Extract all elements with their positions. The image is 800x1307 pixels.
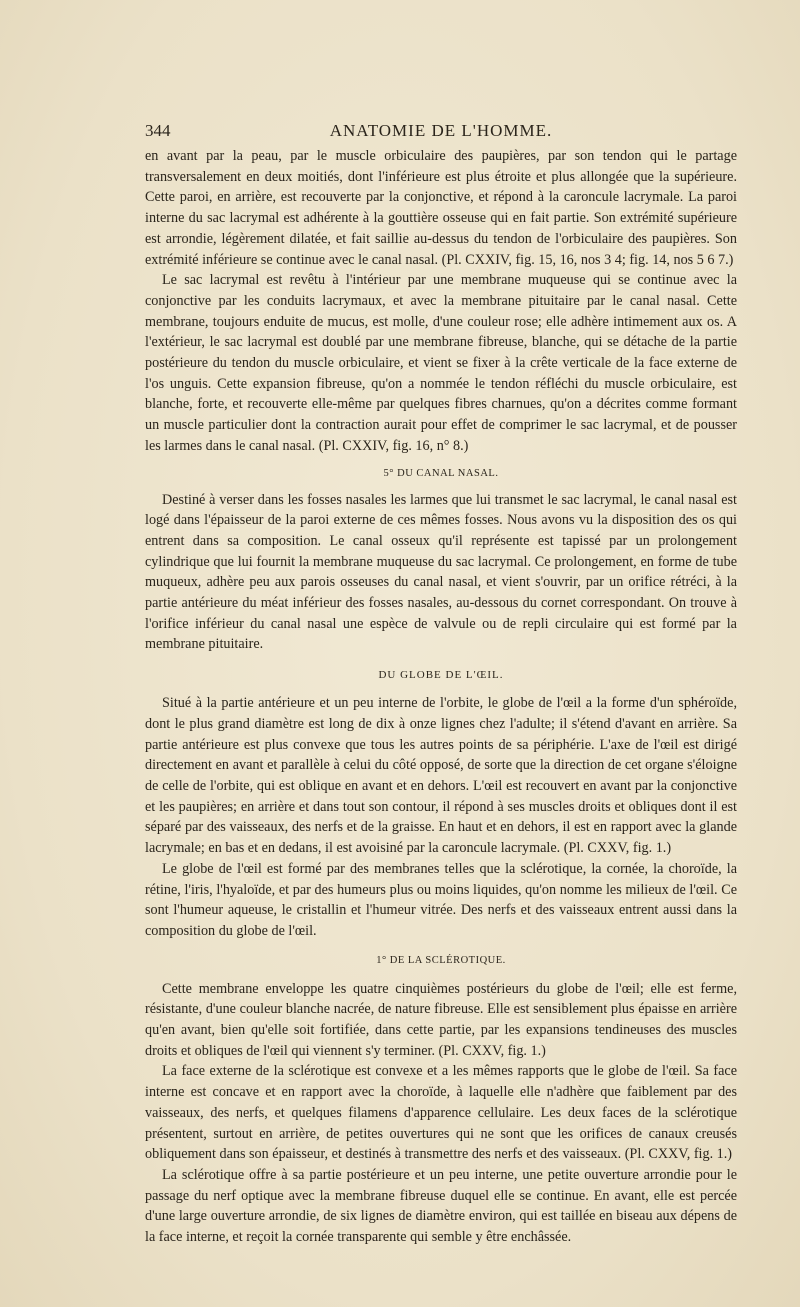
section-heading-sclerotique: 1° DE LA SCLÉROTIQUE. — [376, 954, 506, 966]
section-heading-canal-nasal: 5° DU CANAL NASAL. — [383, 467, 499, 479]
paragraph-2: Le sac lacrymal est revêtu à l'intérieur par une membrane muqueuse qui se continue avec la conjonctive par les conduits lacrymaux, et avec la membrane pituitaire par le canal nasal. Cette membrane, toujours enduite de mucus, est molle, d'une couleur rose; elle adhère intimement aux os. A l'extérieur, le sac lacrymal est doublé par une membrane fibreuse, blanche, qui se détache de la partie postérieure du tendon du muscle orbiculaire, et vient se fixer à la crête verticale de la face externe de l'os unguis. Cette expansion fibreuse, qu'on a nommée le tendon réfléchi du muscle orbiculaire, est blanche, forte, et recouverte elle-même par quelques fibres charnues, qu'on a décrites comme formant un muscle particulier dont la contraction aurait pour effet de comprimer le sac lacrymal, et de pousser les larmes dans le canal nasal. (Pl. CXXIV, fig. 16, n° 8.) — [145, 272, 737, 454]
paragraph-8: La sclérotique offre à sa partie postérieure et un peu interne, une petite ouverture arrondie pour le passage du nerf optique avec la membrane fibreuse duquel elle se continue. En avant, elle est percée d'une large ouverture arrondie, de six lignes de diamètre environ, qui est taillée en biseau aux dépens de la face interne, et reçoit la cornée transparente qui semble y être enchâssée. — [145, 1166, 737, 1246]
paragraph-7: La face externe de la sclérotique est convexe et a les mêmes rapports que le globe de l'œil. Sa face interne est concave et en rapport avec la choroïde, à laquelle elle n'adhère que faiblement par des vaisseaux, des nerfs, et quelques filamens d'apparence cellulaire. Les deux faces de la sclérotique présentent, surtout en arrière, de petites ouvertures qui ne sont que les orifices de canaux creusés obliquement dans son épaisseur, et destinés à transmettre des nerfs et des vaisseaux. (Pl. CXXV, fig. 1.) — [145, 1063, 737, 1163]
paragraph-3: Destiné à verser dans les fosses nasales les larmes que lui transmet le sac lacrymal, le canal nasal est logé dans l'épaisseur de la paroi externe de ces mêmes fosses. Nous avons vu la disposition des os qui entrent dans sa composition. Le canal osseux qu'il représente est tapissé par un prolongement cylindrique que lui fournit la membrane muqueuse du sac lacrymal. Ce prolongement, en forme de tube muqueux, adhère peu aux parois osseuses du canal nasal, et vient s'ouvrir, par un orifice rétréci, à la partie antérieure du méat inférieur des fosses nasales, au-dessous du cornet correspondant. On trouve à l'orifice inférieur du canal nasal une espèce de valvule ou de repli circulaire qui est formé par la membrane pituitaire. — [145, 491, 737, 653]
section-heading-globe: DU GLOBE DE L'ŒIL. — [378, 669, 504, 682]
paragraph-1: en avant par la peau, par le muscle orbiculaire des paupières, par son tendon qui le partage transversalement en deux moitiés, dont l'inférieure est plus étroite et plus allongée que la supérieure. Cette paroi, en arrière, est recouverte par la conjonctive, et répond à la caroncule lacrymale. La paroi interne du sac lacrymal est adhérente à la gouttière osseuse qui en fait partie. Son extrémité supérieure est arrondie, légèrement dilatée, et fait saillie au-dessus du tendon de l'orbiculaire des paupières. Son extrémité inférieure se continue avec le canal nasal. (Pl. CXXIV, fig. 15, 16, nos 3 4; fig. 14, nos 5 6 7.) — [145, 148, 737, 268]
paragraph-5: Le globe de l'œil est formé par des membranes telles que la sclérotique, la cornée, la choroïde, la rétine, l'iris, l'hyaloïde, et par des humeurs plus ou moins liquides, qu'on nomme les milieux de l'œil. Ce sont l'humeur aqueuse, le cristallin et l'humeur vitrée. Des nerfs et des vaisseaux entrent aussi dans la composition du globe de l'œil. — [145, 860, 737, 939]
page-number: 344 — [145, 121, 171, 140]
paragraph-4: Situé à la partie antérieure et un peu interne de l'orbite, le globe de l'œil a la forme d'un sphéroïde, dont le plus grand diamètre est long de dix à onze lignes chez l'adulte; il s'étend d'avant en arrière. Sa partie antérieure est plus convexe que tous les autres points de sa périphérie. L'axe de l'œil est dirigé directement en avant et parallèle à celui du côté opposé, de sorte que la direction de cet organe s'éloigne de celle de l'orbite, qui est oblique en avant et en dehors. L'œil est recouvert en avant par la conjonctive et les paupières; en arrière et dans tout son contour, il répond à ses muscles droits et obliques dont il est séparé par des vaisseaux, des nerfs et de la graisse. En haut et en dehors, il est en rapport avec la glande lacrymale; en bas et en dedans, il est avoisiné par la caroncule lacrymale. (Pl. CXXV, fig. 1.) — [145, 695, 737, 857]
running-head — [145, 121, 737, 143]
paragraph-6: Cette membrane enveloppe les quatre cinquièmes postérieurs du globe de l'œil; elle est ferme, résistante, d'une couleur blanche nacrée, de nature fibreuse. Elle est sensiblement plus épaisse en arrière qu'en avant, bien qu'elle soit fortifiée, dans cette partie, par les expansions tendineuses des muscles droits et obliques de l'œil qui viennent s'y terminer. (Pl. CXXV, fig. 1.) — [145, 980, 737, 1059]
text-body — [145, 146, 737, 1248]
running-title: ANATOMIE DE L'HOMME. — [329, 121, 553, 140]
